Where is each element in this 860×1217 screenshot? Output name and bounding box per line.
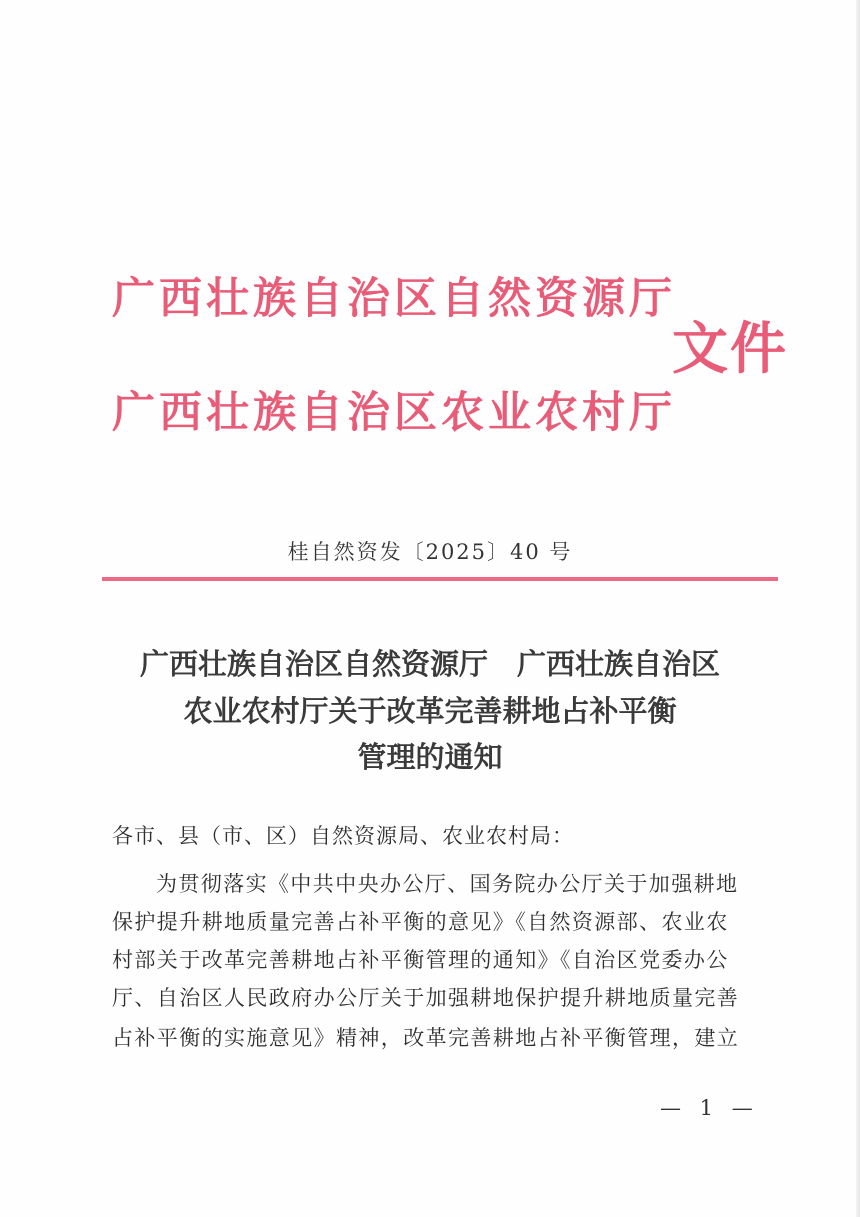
body-text-line: 村部关于改革完善耕地占补平衡管理的通知》《自治区党委办公 [112,948,729,972]
header-divider [102,577,778,581]
issuer-line-agriculture: 广西壮族自治区农业农村厅 [112,388,676,438]
body-text-line: 保护提升耕地质量完善占补平衡的意见》《自然资源部、农业农 [112,910,729,934]
body-text-line: 为贯彻落实《中共中央办公厅、国务院办公厅关于加强耕地 [156,872,739,896]
document-title-line-2: 农业农村厅关于改革完善耕地占补平衡 [183,694,677,728]
page-edge-shadow [856,0,860,1217]
page-number: — 1 — [660,1096,759,1120]
body-text-line: 厅、自治区人民政府办公厅关于加强耕地保护提升耕地质量完善 [112,986,740,1010]
document-title-line-1: 广西壮族自治区自然资源厅 广西壮族自治区 [139,647,720,681]
document-type-label: 文件 [672,317,788,382]
salutation: 各市、县（市、区）自然资源局、农业农村局： [112,824,574,848]
document-title-line-3: 管理的通知 [357,740,503,774]
document-number: 桂自然资发〔2025〕40 号 [287,540,573,564]
body-text-line: 占补平衡的实施意见》精神，改革完善耕地占补平衡管理，建立 [112,1026,740,1050]
issuer-line-natural-resources: 广西壮族自治区自然资源厅 [112,274,676,324]
